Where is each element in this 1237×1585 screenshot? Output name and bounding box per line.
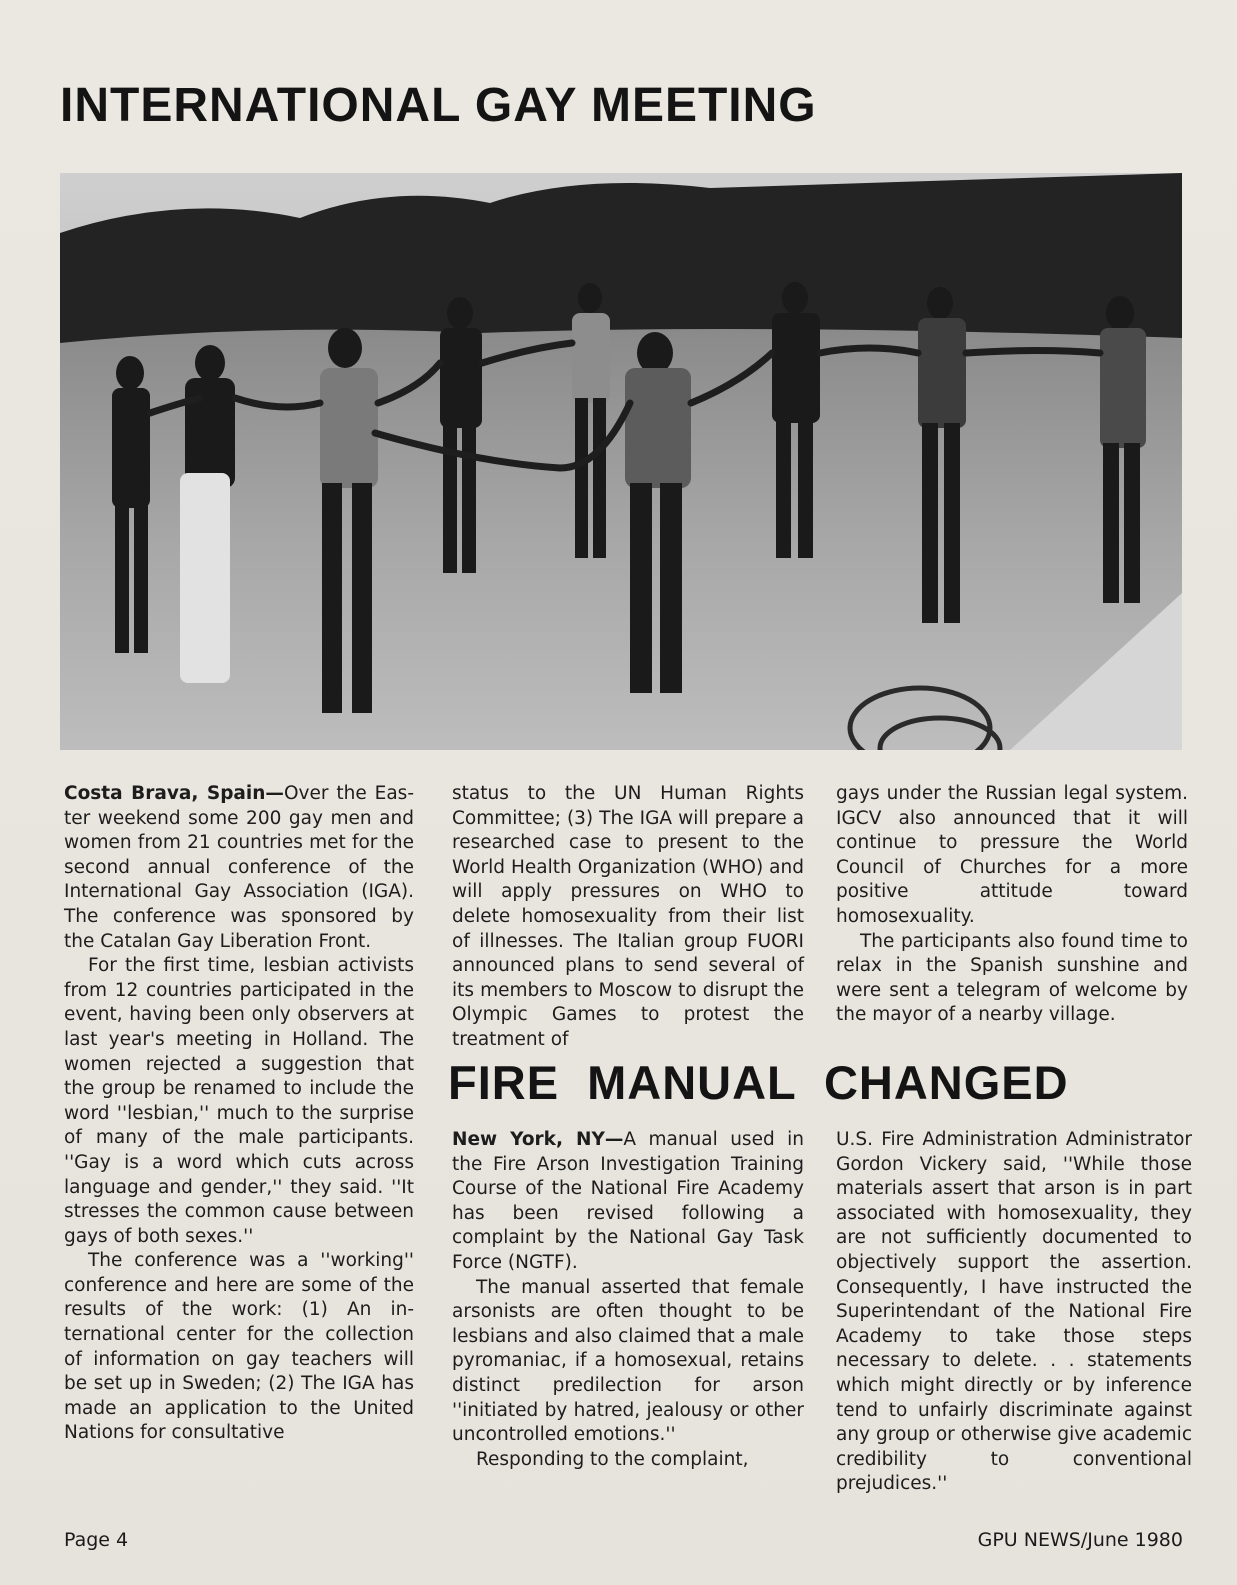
article-2-paragraph: The manual asserted that female arsonists are often thought to be lesbians and also claimed that a male pyromaniac, if a homosexual, retains distinct predilection for arson ''initiated by hatred, jealousy or other uncontrolled emotions.'' (452, 1276, 804, 1446)
headline-international-gay-meeting: INTERNATIONAL GAY MEETING (60, 79, 817, 132)
photo-illustration (60, 173, 1182, 750)
article-2-paragraph: Responding to the complaint, (476, 1448, 749, 1470)
article-1-paragraph: status to the UN Human Rights Committee; (3) The IGA will prepare a researched case to present to the World Health Organization (WHO) and will apply pressures on WHO to delete homosexuality from their list of illnesses. The Italian group FUORI announced plans to send several of its members to Moscow to disrupt the Olympic Games to protest the treatment of (452, 783, 804, 1050)
article-2-paragraph: U.S. Fire Administration Administrator Gordon Vickery said, ''While those materials assert that arson is in part associated with homosexuality, they are not sufficiently documented to objectively support the assertion. Consequently, I have instructed the Superintendant of the National Fire Academy to take those steps necessary to delete. . . statements which might directly or by inference tend to unfairly discriminate against any group or otherwise give academic credibility to conventional prejudices.'' (836, 1129, 1192, 1495)
article-1-paragraph: The conference was a ''working'' conference and here are some of the results of the work: (1) An international center for the collection of information on gay teachers will be set up in Sweden; (2) The IGA has made an application to the United Nations for consultative (64, 1250, 414, 1444)
page-number: Page 4 (64, 1529, 129, 1551)
dateline-new-york: New York, NY— (452, 1129, 624, 1150)
article-1-text: Over the Easter weekend some 200 gay men and women from 21 countries met for the second annual conference of the International Gay Association (IGA). The conference was sponsored by the Catalan Gay Liberation Front. (64, 783, 414, 952)
photo-circle-dance (60, 173, 1182, 750)
article-1-paragraph: For the first time, lesbian activists from 12 countries participated in the event, having been only observers at last year's meeting in Holland. The women rejected a suggestion that the group be renamed to include the word ''lesbian,'' much to the surprise of many of the male participants. ''Gay is a word which cuts across language and gender,'' they said. ''It stresses the common cause between gays of both sexes.'' (64, 955, 414, 1247)
article-2-paragraph (452, 1128, 804, 1276)
article-1-column-3 (836, 782, 1188, 1028)
publication-info: GPU NEWS/June 1980 (977, 1529, 1183, 1551)
article-1-paragraph: gays under the Russian legal system. IGCV also announced that it will continue to pressure the World Council of Churches for a more positive attitude toward homosexuality. (836, 783, 1188, 927)
dateline-costa-brava: Costa Brava, Spain— (64, 783, 284, 804)
article-2-text: A manual used in the Fire Arson Investigation Training Course of the National Fire Academy has been revised following a complaint by the National Gay Task Force (NGTF). (452, 1129, 804, 1273)
article-1-column-2 (452, 782, 804, 1053)
article-2-column-1 (452, 1128, 804, 1472)
article-2-column-2 (836, 1128, 1192, 1497)
article-1-column-1 (64, 782, 414, 1446)
article-1-paragraph (64, 782, 414, 954)
headline-fire-manual-changed: FIRE MANUAL CHANGED (448, 1056, 1069, 1109)
article-1-paragraph: The participants also found time to relax in the Spanish sunshine and were sent a telegram of welcome by the mayor of a nearby village. (836, 930, 1188, 1026)
